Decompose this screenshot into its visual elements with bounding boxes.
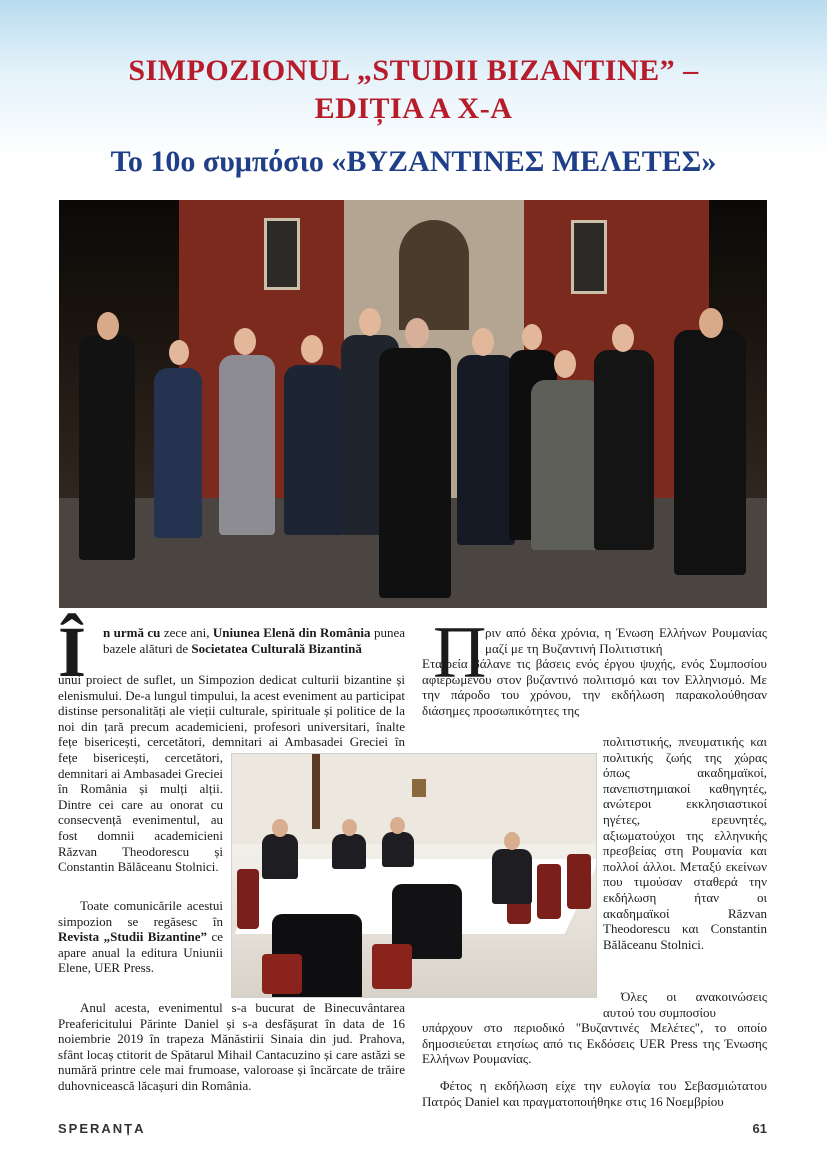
photo-person-priest-left [79,335,135,560]
gr-paragraph-2-wide: υπάρχουν στο περιοδικό "Βυζαντινές Μελέτες", το οποίο δημοσιεύεται ετησίως από τις Εκδόσεις UER Press της Ένωσης Ελλήνων Ρουμανίας. [422,1020,767,1067]
ro-text: punea bazele alături de [103,625,405,656]
ro-journal-name: Revista „Studii Bizantine” [58,929,208,945]
meeting-photo-chair [237,869,259,929]
title-ro-line2: EDIȚIA A X-A [314,92,513,125]
meeting-photo-head [504,832,520,850]
meeting-photo-chair [537,864,561,919]
ro-p1-body-top: unui proiect de suflet, un Simpozion dedicat culturii bizantine și elenismului. De-a lungul timpului, la acest eveniment au participat distinse personalități ale vieții culturale, spirituale și politice de la noi din țară precum academicieni, profesori universitari, înalte fețe bisericești, cercetători, demnitari ai Ambasadei Greciei în [58,672,405,750]
meeting-photo-chair [567,854,591,909]
photo-head [169,340,189,365]
meeting-photo-head [272,819,288,837]
meeting-photo-head [390,817,405,834]
photo-person-bishop [379,348,451,598]
dropcap-greek: Π [433,612,487,694]
photo-person [284,365,344,535]
photo-head [405,318,429,348]
photo-person [154,368,202,538]
meeting-photo-chair [372,944,412,989]
photo-window-right [571,220,607,294]
photo-person [457,355,515,545]
photo-person [594,350,654,550]
ro-lead-bold: n urmă cu [103,625,161,640]
ro-union-name: Uniunea Elenă din România [212,625,371,640]
ro-paragraph-3: Anul acesta, evenimentul s-a bucurat de Binecuvântarea Preafericitului Părinte Daniel și s-a desfășurat în data de 16 noiembrie 2019 în trapeza Mănăstirii Sinaia din jud. Prahova, sfânt locaș ctitorit de Spătarul Mihail Cantacuzino și care astăzi se numără printre cele mai frumoase, valoroase și încărcate de trăire duhovnicească lăcașuri din România. [58,1000,405,1093]
photo-head [699,308,723,338]
ro-p2-text: Toate comunicările acestui simpozion se regăsesc în [58,898,223,929]
gr-paragraph-1-lead: ριν από δέκα χρόνια, η Ένωση Ελλήνων Ρουμανίας μαζί με τη Βυζαντινή Πολιτιστική [485,625,767,656]
page-title-romanian [40,52,787,128]
photo-head [301,335,323,363]
photo-head [97,312,119,340]
ro-lead-text: zece ani, [160,625,213,640]
meeting-photo-head [342,819,357,836]
photo-person [531,380,601,550]
photo-head [472,328,494,356]
meeting-photo-person [382,832,414,867]
magazine-name: SPERANȚA [58,1121,146,1136]
ro-society-name: Societatea Culturală Bizantină [191,640,362,656]
photo-head [234,328,256,355]
photo-door-arch [399,220,469,330]
photo-person [219,355,275,535]
ro-p1-body: fețe bisericești, cercetători, demnitari ai Ambasadei Greciei în România și mulți alții. Dintre cei care au onorat cu consecvență evenimentul, au fost domnii academicieni Răzvan Theodorescu și Constantin Bălăceanu Stolnici. [58,750,223,875]
title-ro-line1: SIMPOZIONUL „STUDII BIZANTINE” – [128,54,699,87]
group-photo [59,200,767,608]
meeting-photo-chair [262,954,302,994]
gr-paragraph-1-narrow: πολιτιστικής, πνευματικής και πολιτικής ζωής της χώρας όπως ακαδημαϊκοί, πανεπιστημιακοί καθηγητές, ανώτεροι εκκλησιαστικοί ηγέτες, ερευνητές, αξιωματούχοι της ελληνικής πρεσβείας στη Ρουμανία και πολλοί άλλοι. Μεταξύ εκείνων που τιμούσαν σταθερά την εκδήλωση ήταν οι ακαδημαϊκοί Răzvan Theodorescu και Constantin Bălăceanu Stolnici. [603,734,767,952]
photo-head [554,350,576,378]
meeting-photo-person [332,834,366,869]
gr-paragraph-2-narrow: Όλες οι ανακοινώσεις αυτού του συμποσίου [603,989,767,1020]
ro-paragraph-1-top [58,672,405,750]
meeting-photo-icon-frame [412,779,426,797]
dropcap-romanian: Î [58,612,87,692]
page-number: 61 [752,1121,767,1136]
photo-person-priest-right [674,330,746,575]
meeting-photo-person [492,849,532,904]
photo-head [612,324,634,352]
photo-head [359,308,381,336]
photo-window-left [264,218,300,290]
ro-paragraph-1-lead [103,625,405,656]
page-title-greek: Το 10ο συμπόσιο «ΒΥΖΑΝΤΙΝΕΣ ΜΕΛΕΤΕΣ» [110,145,717,178]
gr-paragraph-1-wide: Εταιρεία βάλανε τις βάσεις ενός έργου ψυχής, ενός Συμποσίου αφιερωμένου στον βυζαντινό πολιτισμό και τον Ελληνισμό. Με την πάροδο του χρόνου, την εκδήλωση παρακολούθησαν διάσημες προσωπικότητες της [422,656,767,718]
gr-paragraph-3: Φέτος η εκδήλωση είχε την ευλογία του Σεβασμιώτατου Πατρός Daniel και πραγματοποιήθηκε στις 16 Νοεμβρίου [422,1078,767,1109]
ro-paragraph-2 [58,898,223,976]
ro-paragraph-1-narrow [58,750,223,875]
meeting-photo-pillar [312,754,320,829]
meeting-photo [231,753,597,998]
ro-p2-end: ce apare anual la editura Uniunii Elene, UER Press. [58,929,223,976]
photo-head [522,324,542,350]
meeting-photo-person [262,834,298,879]
